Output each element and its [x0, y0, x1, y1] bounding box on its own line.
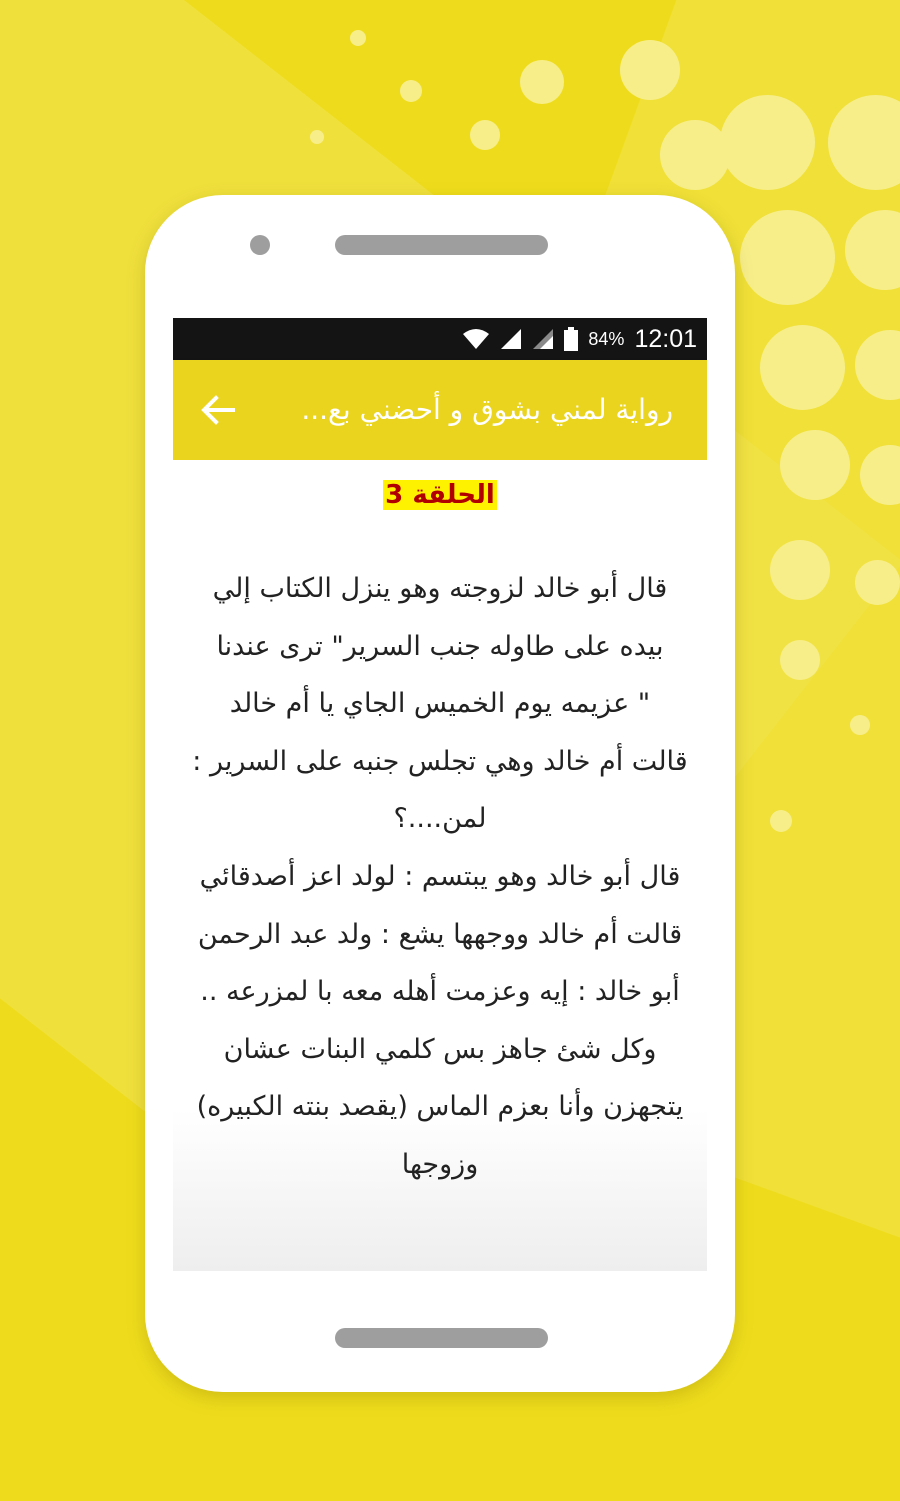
- story-line: قالت أم خالد ووجهها يشع : ولد عبد الرحمن: [197, 918, 683, 950]
- background-dot: [740, 210, 835, 305]
- phone-speaker: [335, 235, 548, 255]
- chapter-label: الحلقة 3: [385, 480, 495, 510]
- story-line: وكل شئ جاهز بس كلمي البنات عشان: [223, 1033, 657, 1065]
- front-camera: [250, 235, 270, 255]
- background-dot: [855, 560, 900, 605]
- reader-content[interactable]: [173, 460, 707, 1271]
- background-dot: [770, 540, 830, 600]
- background-dot: [720, 95, 815, 190]
- signal-icon: [500, 328, 522, 350]
- status-time: 12:01: [634, 324, 697, 353]
- story-line: قالت أم خالد وهي تجلس جنبه على السرير :: [192, 745, 688, 777]
- app-bar: [173, 360, 707, 460]
- story-line: يتجهزن وأنا بعزم الماس (يقصد بنته الكبيره): [196, 1091, 684, 1123]
- battery-percent: 84%: [588, 328, 625, 349]
- phone-screen: [173, 318, 707, 1271]
- background-dot: [660, 120, 730, 190]
- background-dot: [400, 80, 422, 102]
- background-dot: [350, 30, 366, 46]
- back-button[interactable]: [195, 387, 241, 433]
- background-dot: [520, 60, 564, 104]
- background-dot: [760, 325, 845, 410]
- story-text: [187, 560, 693, 1194]
- story-line: قال أبو خالد لزوجته وهو ينزل الكتاب إلي: [212, 573, 668, 604]
- story-line: وزوجها: [401, 1148, 479, 1180]
- background-dot: [770, 810, 792, 832]
- story-line: قال أبو خالد وهو يبتسم : لولد اعز أصدقائي: [199, 860, 681, 892]
- wifi-icon: [462, 328, 490, 350]
- background-dot: [470, 120, 500, 150]
- background-dot: [850, 715, 870, 735]
- background-dot: [310, 130, 324, 144]
- background-dot: [780, 640, 820, 680]
- signal-icon: [532, 328, 554, 350]
- status-bar: [173, 318, 707, 360]
- app-title: رواية لمني بشوق و أحضني بع...: [301, 393, 673, 426]
- story-line: " عزيمه يوم الخميس الجاي يا أم خالد: [229, 688, 651, 720]
- background-dot: [620, 40, 680, 100]
- background-dot: [780, 430, 850, 500]
- arrow-left-icon: [201, 395, 235, 425]
- story-line: أبو خالد : إيه وعزمت أهله معه با لمزرعه ..: [200, 976, 680, 1008]
- chapter-heading: [173, 480, 707, 510]
- home-button[interactable]: [335, 1328, 548, 1348]
- story-line: بيده على طاوله جنب السرير" ترى عندنا: [216, 630, 664, 662]
- story-line: لمن....؟: [393, 803, 487, 835]
- battery-icon: [564, 327, 578, 351]
- status-icons: [462, 318, 697, 360]
- phone-mockup: [145, 195, 735, 1392]
